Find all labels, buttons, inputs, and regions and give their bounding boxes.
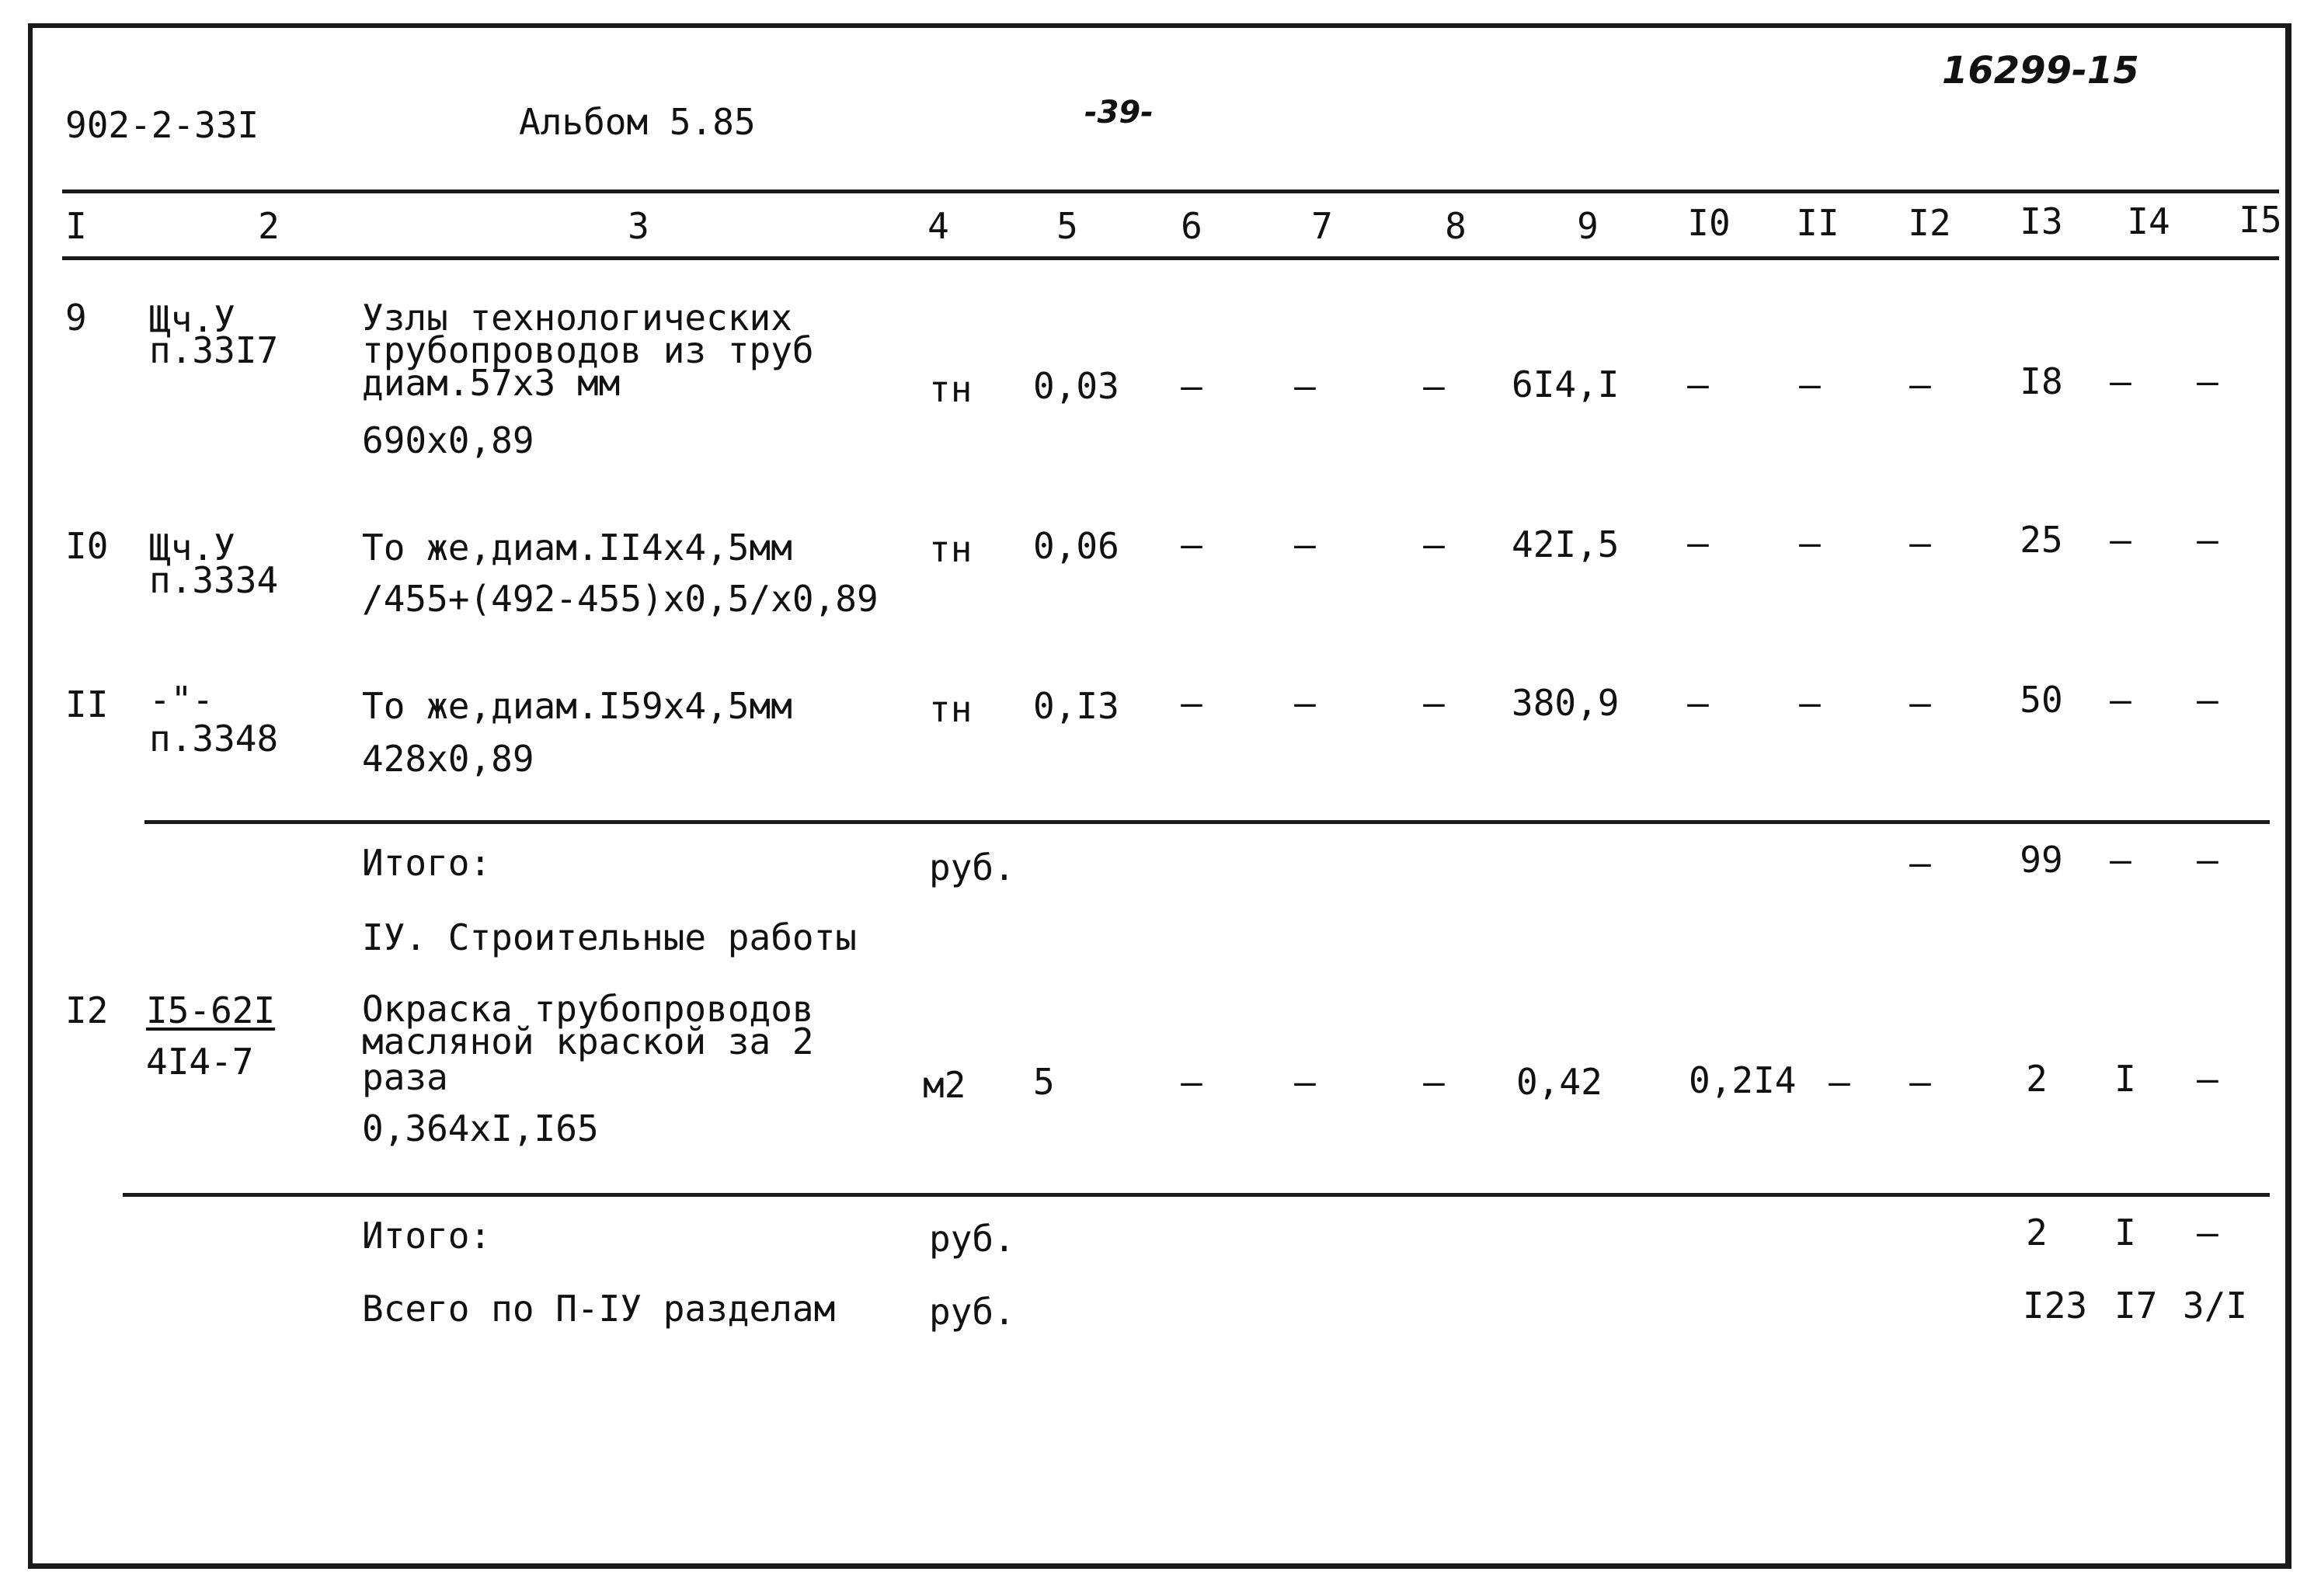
row-calc: /455+(492-455)х0,5/х0,89 — [362, 578, 879, 620]
row-col11: – — [1829, 1061, 1850, 1103]
row-col7: – — [1294, 523, 1316, 565]
row-qty: 0,03 — [1033, 365, 1119, 407]
row-code-line1: Щч.У — [149, 527, 235, 569]
row-col13: 25 — [2020, 519, 2063, 561]
col-header-4: 4 — [927, 205, 949, 247]
album-label: Альбом 5.85 — [519, 101, 756, 143]
row-col13: I8 — [2020, 360, 2063, 402]
row-col11: – — [1799, 363, 1821, 405]
row-number: I0 — [65, 525, 109, 567]
row-col8: – — [1423, 1061, 1445, 1103]
row-col6: – — [1181, 523, 1202, 565]
row-col9: 0,42 — [1516, 1061, 1602, 1103]
total-label: Всего по П-IУ разделам — [362, 1288, 836, 1330]
row-col12: – — [1909, 1061, 1931, 1103]
page-frame — [28, 23, 2291, 1569]
col-header-13: I3 — [2020, 200, 2063, 242]
subtotal-unit: руб. — [929, 847, 1015, 888]
col-header-10: I0 — [1687, 202, 1731, 244]
row-code-line1: I5-62I — [146, 989, 276, 1031]
row-col15: – — [2197, 1058, 2218, 1100]
header-rule-bottom — [62, 256, 2279, 260]
row-col12: – — [1909, 682, 1931, 724]
page-number: -39- — [1084, 95, 1154, 130]
row-col15: – — [2197, 519, 2218, 561]
row-desc-line1: То же,диам.II4х4,5мм — [362, 527, 792, 569]
row-qty: 0,06 — [1033, 525, 1119, 567]
total-col14: I7 — [2114, 1285, 2158, 1327]
row-unit: тн — [929, 528, 973, 570]
col-header-5: 5 — [1056, 205, 1078, 247]
subtotal-unit: руб. — [929, 1218, 1015, 1260]
row-col15: – — [2197, 360, 2218, 402]
row-number: II — [65, 683, 109, 725]
row-col7: – — [1294, 1061, 1316, 1103]
row-desc-line2: масляной краской за 2 — [362, 1021, 814, 1062]
row-qty: 5 — [1033, 1061, 1055, 1103]
row-qty: 0,I3 — [1033, 685, 1119, 727]
col-header-2: 2 — [258, 205, 280, 247]
row-col12: – — [1909, 522, 1931, 564]
row-number: I2 — [65, 989, 109, 1031]
row-col6: – — [1181, 682, 1202, 724]
col-header-14: I4 — [2127, 200, 2170, 242]
row-code-line2: п.33I7 — [149, 329, 279, 371]
col-header-11: II — [1796, 202, 1839, 244]
row-col6: – — [1181, 1061, 1202, 1103]
row-calc: 428х0,89 — [362, 738, 534, 780]
row-unit: тн — [929, 368, 973, 410]
col-header-8: 8 — [1445, 205, 1467, 247]
row-code-line1: -"- — [149, 679, 214, 721]
doc-number: 902-2-33I — [65, 104, 259, 146]
row-col10: – — [1687, 363, 1709, 405]
row-col8: – — [1423, 682, 1445, 724]
row-col9: 6I4,I — [1512, 363, 1620, 405]
row-col13: 50 — [2020, 679, 2063, 721]
row-col14: – — [2110, 360, 2131, 402]
subtotal-rule — [123, 1193, 2270, 1197]
row-col7: – — [1294, 682, 1316, 724]
row-number: 9 — [65, 297, 87, 339]
row-calc: 690х0,89 — [362, 419, 534, 461]
row-calc: 0,364хI,I65 — [362, 1107, 599, 1149]
col-header-12: I2 — [1908, 202, 1951, 244]
row-code-line2: п.3348 — [149, 718, 279, 760]
subtotal-col13: 2 — [2026, 1212, 2048, 1254]
row-code-line2: п.3334 — [149, 559, 279, 601]
row-col8: – — [1423, 523, 1445, 565]
row-col11: – — [1799, 522, 1821, 564]
row-col13: 2 — [2026, 1058, 2048, 1100]
row-col9: 380,9 — [1512, 682, 1620, 724]
row-desc-line3: раза — [362, 1056, 448, 1098]
row-col9: 42I,5 — [1512, 523, 1620, 565]
section-title: IУ. Строительные работы — [362, 916, 857, 958]
row-col14: – — [2110, 679, 2131, 721]
subtotal-label: Итого: — [362, 1215, 492, 1257]
row-col10: – — [1687, 522, 1709, 564]
row-col15: – — [2197, 679, 2218, 721]
archive-stamp: 16299-15 — [1942, 49, 2139, 92]
row-col12: – — [1909, 363, 1931, 405]
subtotal-col14: – — [2110, 839, 2131, 881]
subtotal-col15: – — [2197, 839, 2218, 881]
row-col11: – — [1799, 682, 1821, 724]
row-unit: м2 — [923, 1064, 966, 1106]
row-desc-line1: То же,диам.I59х4,5мм — [362, 685, 792, 727]
row-desc-line2: трубопроводов из труб — [362, 329, 814, 371]
col-header-9: 9 — [1577, 205, 1599, 247]
total-col15: 3/I — [2183, 1285, 2248, 1327]
col-header-15: I5 — [2239, 199, 2282, 241]
col-header-7: 7 — [1311, 205, 1333, 247]
row-col10: – — [1687, 682, 1709, 724]
row-code-line1: Щч.У — [149, 298, 235, 340]
subtotal-col13: 99 — [2020, 839, 2063, 881]
total-unit: руб. — [929, 1291, 1015, 1333]
col-header-3: 3 — [628, 205, 649, 247]
subtotal-col12: – — [1909, 842, 1931, 884]
subtotal-col14: I — [2114, 1212, 2136, 1254]
row-col10: 0,2I4 — [1689, 1059, 1797, 1101]
row-unit: тн — [929, 688, 973, 730]
subtotal-label: Итого: — [362, 842, 492, 884]
header-rule-top — [62, 190, 2279, 193]
col-header-1: I — [65, 205, 87, 247]
row-col6: – — [1181, 365, 1202, 407]
row-desc-line3: диам.57х3 мм — [362, 362, 621, 404]
row-col14: – — [2110, 519, 2131, 561]
row-desc-line1: Узлы технологических — [362, 297, 792, 339]
col-header-6: 6 — [1181, 205, 1202, 247]
total-col13: I23 — [2023, 1285, 2088, 1327]
row-code-line2: 4I4-7 — [146, 1041, 254, 1083]
row-col14: I — [2114, 1058, 2136, 1100]
row-col8: – — [1423, 365, 1445, 407]
row-col7: – — [1294, 365, 1316, 407]
subtotal-rule — [144, 820, 2270, 824]
subtotal-col15: – — [2197, 1212, 2218, 1254]
row-desc-line1: Окраска трубопроводов — [362, 988, 814, 1030]
